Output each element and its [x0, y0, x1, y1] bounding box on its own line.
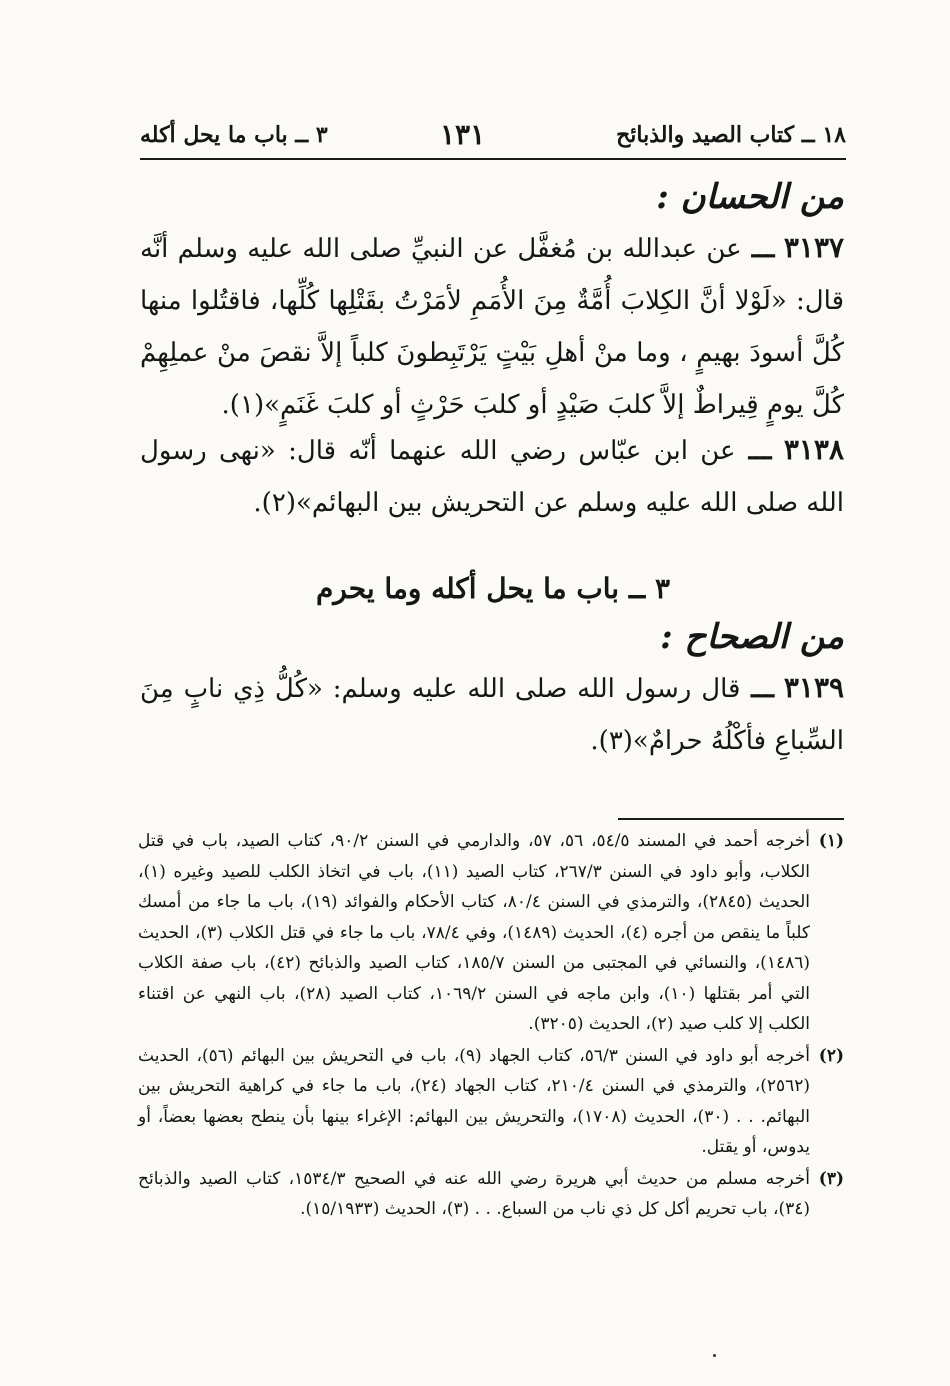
section-heading-sahih: من الصحاح : [660, 617, 844, 657]
hadith-dash: ـــ [735, 436, 772, 466]
hadith-text: قال رسول الله صلى الله عليه وسلم: «كُلُّ ذِي نابٍ مِنَ السِّباعِ فأكْلُهُ حرامٌ»(٣). [140, 674, 844, 756]
hadith-number: ٣١٣٧ [783, 231, 845, 264]
hadith-3138 [140, 424, 844, 529]
running-header [140, 118, 846, 158]
footnote-text: أخرجه مسلم من حديث أبي هريرة رضي الله عنه في الصحيح ١٥٣٤/٣، كتاب الصيد والذبائح (٣٤)، باب تحريم أكل كل ذي ناب من السباع. . . (٣)، الحديث (١٥/١٩٣٣). [138, 1168, 810, 1219]
hadith-3137 [140, 222, 844, 431]
header-book-title: ١٨ ــ كتاب الصيد والذبائح [616, 122, 846, 148]
header-chapter-title: ٣ ــ باب ما يحل أكله [140, 122, 328, 148]
hadith-text: عن عبدالله بن مُغفَّل عن النبيِّ صلى الله عليه وسلم أنَّه قال: «لَوْلا أنَّ الكِلابَ أُمَّةٌ مِنَ الأُمَمِ لأمَرْتُ بقَتْلِها كُلِّها، فاقتُلوا منها كُلَّ أسودَ بهيمٍ ، وما منْ أهلِ بَيْتٍ يَرْتَبِطونَ كلباً إلاَّ نقصَ منْ عملِهِمْ كُلَّ يومٍ قِيراطٌ إلاَّ كلبَ صَيْدٍ أو كلبَ حَرْثٍ أو كلبَ غَنَمٍ»(١). [140, 234, 844, 420]
footnote-3 [138, 1164, 844, 1225]
footnote-1 [138, 826, 844, 1040]
footnote-text: أخرجه أحمد في المسند ٥٤/٥، ٥٦، ٥٧، والدارمي في السنن ٩٠/٢، كتاب الصيد، باب في قتل الكلاب، وأبو داود في السنن ٢٦٧/٣، كتاب الصيد (١١)، باب في اتخاذ الكلب للصيد وغيره (١)، الحديث (٢٨٤٥)، والترمذي في السنن ٨٠/٤، كتاب الأحكام والفوائد (١٩)، باب ما جاء من أمسك كلباً ما ينقص من أجره (٤)، الحديث (١٤٨٩)، وفي ٧٨/٤، باب ما جاء في قتل الكلاب (٣)، الحديث (١٤٨٦)، والنسائي في المجتبى من السنن ١٨٥/٧، كتاب الصيد والذبائح (٤٢)، باب صفة الكلاب التي أمر بقتلها (١٠)، وابن ماجه في السنن ١٠٦٩/٢، كتاب الصيد (٢٨)، باب النهي عن اقتناء الكلب إلا كلب صيد (٢)، الحديث (٣٢٠٥). [138, 831, 811, 1034]
header-rule [140, 158, 846, 160]
hadith-number: ٣١٣٨ [783, 433, 844, 466]
footnote-separator [618, 818, 844, 820]
chapter-title: ٣ ــ باب ما يحل أكله وما يحرم [315, 572, 671, 605]
hadith-dash: ـــ [741, 234, 775, 264]
hadith-number: ٣١٣٩ [783, 671, 845, 704]
footnote-2 [138, 1041, 844, 1163]
section-heading-hasan: من الحسان : [656, 177, 844, 217]
header-page-number: ١٣١ [440, 118, 486, 151]
footnote-number: (١) [818, 831, 844, 851]
hadith-dash: ـــ [740, 674, 774, 704]
footnote-text: أخرجه أبو داود في السنن ٥٦/٣، كتاب الجهاد (٩)، باب في التحريش بين البهائم (٥٦)، الحديث (٢٥٦٢)، والترمذي في السنن ٢١٠/٤، كتاب الجهاد (٢٤)، باب ما جاء في كراهية التحريش بين البهائم. . . (٣٠)، الحديث (١٧٠٨)، والتحريش بين البهائم: الإغراء بينها بأن ينطح بعضها بعضاً، أو يدوس، أو يقتل. [138, 1045, 811, 1157]
footnotes [138, 826, 844, 1226]
hadith-text: عن ابن عبّاس رضي الله عنهما أنّه قال: «نهى رسول الله صلى الله عليه وسلم عن التحريش بين البهائم»(٢). [140, 436, 844, 518]
ink-speck [713, 1354, 716, 1357]
footnote-number: (٢) [818, 1045, 844, 1066]
hadith-3139 [140, 662, 844, 767]
footnote-number: (٣) [818, 1168, 844, 1189]
